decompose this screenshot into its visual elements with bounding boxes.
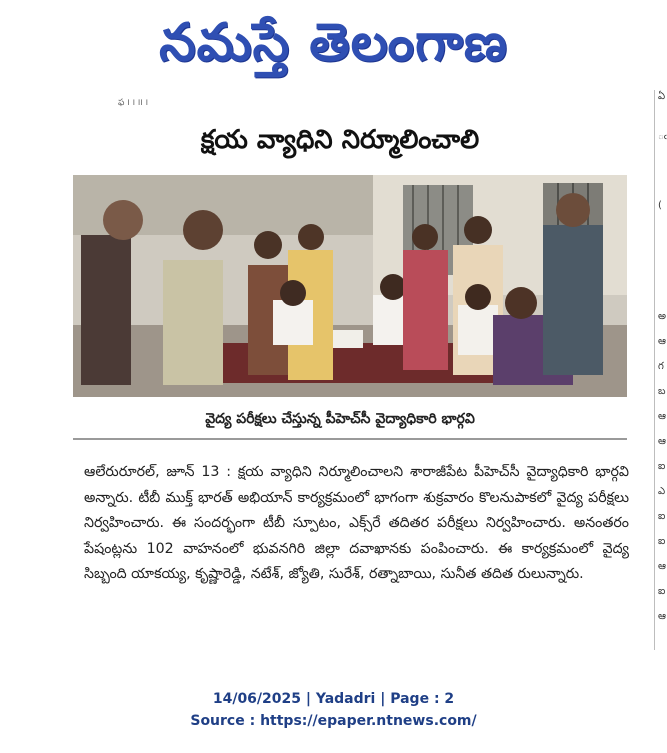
adjacent-column-edge: ఏ ఁ ( అ ఆ గ బ ఆ ఆ ఐ ఎ ఐ ఐ ఆ ఐ ఆ [654, 90, 667, 650]
article-body: ఆలేరురూరల్, జూన్ 13 : క్షయ వ్యాధిని నిర్మూలించాలని శారాజీపేట పీహెచ్‌సీ వైద్యాధికారి భార్గవి అన్నారు. టీబీ ముక్త్ భారత్ అభియాన్ కార్యక్రమంలో భాగంగా శుక్రవారం కొలనుపాకలో వైద్య పరీక్షలు నిర్వహించారు. ఈ సందర్భంగా టీబీ స్పూటం, ఎక్స్‌రే తదితర పరీక్షలు నిర్వహించారు. అనంతరం పేషంట్లను 102 వాహనంలో భువనగిరి జిల్లా దవాఖానకు పంపించారు. ఈ కార్యక్రమంలో వైద్య సిబ్బంది యాకయ్య, కృష్ణారెడ్డి, నటేశ్, జ్యోతి, సురేశ్, రత్నాబాయి, సునీత తదిత రులున్నారు. [84, 464, 629, 582]
caption-divider [73, 438, 627, 440]
newspaper-masthead: నమస్తే తెలంగాణ [159, 13, 508, 73]
health-camp-photo [73, 175, 627, 397]
publication-info: 14/06/2025 | Yadadri | Page : 2 [212, 691, 455, 707]
photo-caption: వైద్య పరీక్షలు చేస్తున్న పీహెచ్‌సీ వైద్యాధికారి భార్గవి [205, 411, 475, 427]
article-headline: క్షయ వ్యాధిని నిర్మూలించాలి [200, 125, 480, 155]
news-photo [73, 175, 627, 397]
clipped-top-text: ఫ ౹ ౹ ౹౹ ౹ [118, 98, 149, 108]
source-link[interactable]: Source : https://epaper.ntnews.com/ [190, 713, 477, 729]
